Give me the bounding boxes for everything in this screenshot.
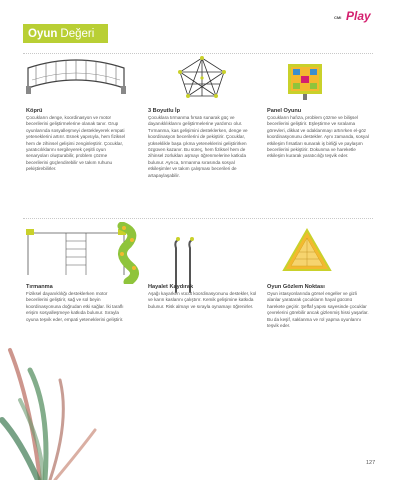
- product-description: Oyun istasyonlarında görsel engeller ve gizli alanlar yaratarak çocukların hayal gücünü harekete geçirir. Şeffaf yapısı sayesinde çocuklar çevrelerini görebilir ancak gizlenmiş hissi yaşarlar. Bu da keşif, saklanma ve rol yapma oyunlarını teşvik eder.: [267, 291, 369, 329]
- logo-small-text: CMI: [334, 15, 342, 20]
- panel-game-image: [285, 62, 325, 100]
- page-title: [23, 24, 108, 43]
- page-title-bold: Oyun: [28, 27, 58, 40]
- product-ghost-slide: [148, 284, 260, 310]
- product-description: Çocukların hafıza, problem çözme ve bilişsel becerilerini geliştirir. Eşleştirme ve sıralama görevleri, dikkat ve odaklanmayı artırırken el-göz koordinasyonunu destekler. Aynı zamanda, sosyal etkileşim fırsatları sunarak iş birliği ve paylaşım becerilerini pekiştirir. Dokunma ve hareketle etkileşim kurarak yaratıcılığı teşvik eder.: [267, 115, 369, 159]
- bridge-image: [26, 58, 126, 98]
- product-3d-rope: [148, 108, 250, 179]
- divider-top: [23, 53, 373, 54]
- product-description: Çocuklara tırmanma fırsatı sunarak güç ve dayanıklılıklarını geliştirmelerine yardımcı olur. Tırmanma, kas gelişimini desteklerken, denge ve koordinasyon becerilerini de pekiştirir. Çocuklar, yükseklikle başa çıkma yeteneklerini geliştirirken özgüven kazanır. Bu süreç, hem fiziksel hem de zihinsel zorlukları aşmayı öğrenmelerine katkıda bulunur. Ayrıca, tırmanma sırasında sosyal etkileşimler ve takım çalışması becerileri de artapaylaşabilir.: [148, 115, 248, 178]
- product-description: Fiziksel dayanıklılığı desteklerken motor becerilerini geliştirir, sağ ve sol beyin koordinasyonuna doğrudan etki sağlar. İki taraflı erişim sosyalleşmeye katkıda bulunur. Sırayla oyuna teşvik eder, empati yeteneklerini geliştirir.: [26, 291, 124, 322]
- product-title: Panel Oyunu: [267, 108, 302, 114]
- divider-middle: [23, 218, 373, 219]
- product-title: Tırmanma: [26, 284, 53, 290]
- product-bridge: [26, 108, 126, 173]
- page-number: 127: [366, 460, 376, 466]
- logo-big-text: Play: [346, 9, 371, 23]
- brand-logo: [334, 7, 374, 27]
- product-title: Köprü: [26, 108, 43, 114]
- product-title: Hayalet Kaydırak: [148, 284, 194, 290]
- product-description: Aşağı kayarken vücut koordinasyonunu destekler, kol ve karın kaslarını çalıştırır. Kemik gelişimine katkıda bulunur. Risk almayı ve sırayla oynamayı öğrenirler.: [148, 291, 257, 309]
- product-observation-point: [267, 284, 371, 329]
- product-panel-game: [267, 108, 371, 160]
- rope-net-image: [176, 56, 228, 100]
- decorative-plant-image: [0, 250, 100, 480]
- product-title: 3 Boyutlu İp: [148, 108, 181, 114]
- product-description: Çocukların denge, koordinasyon ve motor becerilerini geliştirmelerine olanak tanır. Grup oyunlarında sosyalleşmeyi destekleyerek empati yeteneklerini artırır. Esnek yapısıyla, hem fiziksel hem de zihinsel gelişimi zenginleştirir. Çocuklar, yaratıcılıklarını sergileyerek çeşitli oyun senaryoları oluşturabilir, problem çözme becerilerini güçlendirebilir ve takım ruhunu pekiştirebilirler.: [26, 115, 126, 172]
- page-title-rest: Değeri: [60, 27, 95, 40]
- observation-point-image: [282, 228, 332, 274]
- climbing-holds-image: [108, 222, 148, 284]
- product-title: Oyun Gözlem Noktası: [267, 284, 325, 290]
